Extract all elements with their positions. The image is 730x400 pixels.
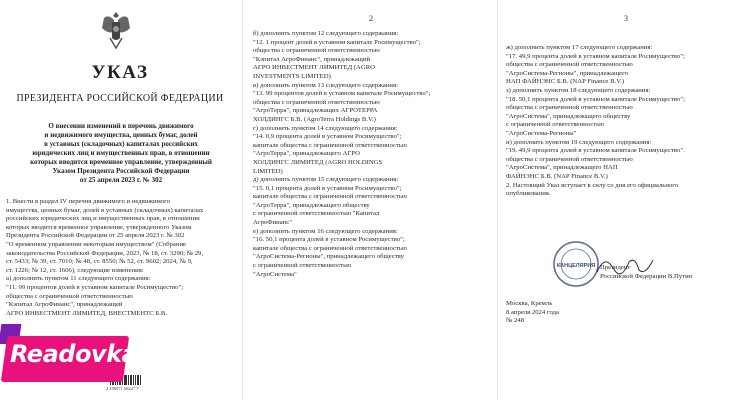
document-page-2	[245, 0, 495, 400]
document-page-3	[500, 0, 730, 400]
page-number: 2	[369, 14, 373, 23]
place-and-date: Москва, Кремль 8 апреля 2024 года № 248	[506, 300, 560, 325]
decree-heading: О внесении изменений в перечень движимого и недвижимого имущества, ценных бумаг, долей в уставных (складочных) капиталах российских юридических лиц и имущественных прав, в отношении которых вводится временное управление, утвержденный Указом Президента Российской Федерации от 25 апреля 2023 г. № 302	[30, 122, 212, 184]
decree-body-page-2: б) дополнить пунктом 12 следующего содержания: "12. 1 процент долей в уставном капитале Росимущество"; общества с ограниченной ответственностью "Кэпитал АгроФинанс", принадлежащий АГРО ИНВЕСТМЕНТ ЛИМИТЕД (AGRO INVESTMENTS LIMITED) в) дополнить пунктом 13 следующего содержания: "13. 99 процентов долей в уставном капитале Росимущество"; общества с ограниченной ответственностью "АгроТерра", принадлежащих АГРОТЕРРА ХОЛДИНГС Б.В. (AgroTerra Holdings B.V.) г) дополнить пунктом 14 следующего содержания: "14. 0,9 процента долей в уставном Росимущество"; капитале общества с ограниченной ответственностью "АгроТерра", принадлежащего АГРО ХОЛДИНГС ЛИМИТЕД (AGRO HOLDINGS LIMITED) д) дополнить пунктом 15 следующего содержания: "15. 0,1 процента долей в уставном Росимущество"; капитале общества с ограниченной ответственностью "АгроТерра", принадлежащего обществу с ограниченной ответственностью "Капитал АгроФинанс" е) дополнить пунктом 16 следующего содержания: "16. 50,1 процента долей в уставном Росимущество"; капитале общества с ограниченной ответственностью "АгроСистема-Регионы", принадлежащего обществу с ограниченной ответственностью "АгроСистема"	[253, 30, 431, 278]
readovka-logo-text: Readovka	[10, 340, 138, 368]
decree-title: УКАЗ	[91, 62, 149, 83]
signature-block: Президент Российской Федерации В.Путин	[600, 264, 693, 280]
page-divider	[242, 0, 243, 400]
page-divider	[497, 0, 498, 400]
barcode-number: 2 100071 68427 7	[106, 386, 139, 391]
stamp-text: КАНЦЕЛЯРИЯ	[556, 263, 596, 269]
decree-body-page-3: ж) дополнить пунктом 17 следующего содержания: "17. 49,9 процента долей в уставном капитале Росимущество"; общества с ограниченной ответственностью "АгроСистема-Регионы", принадлежащего НАП ФАЙНЭНС Б.В. (NAP Finance B.V.) з) дополнить пунктом 18 следующего содержания: "18. 50,1 процента долей в уставном капитале Росимущество"; общества с ограниченной ответственностью "АгроСистема", принадлежащего обществу с ограниченной ответственностью "АгроСистема-Регионы" и) дополнить пунктом 19 следующего содержания: "19. 49,9 процента долей в уставном капитале Росимущество". общества с ограниченной ответственностью "АгроСистема", принадлежащего НАП ФАЙНЭНС Б.В. (NAP Finance B.V.) 2. Настоящий Указ вступает в силу со дня его официального опубликования.	[506, 44, 685, 198]
coat-of-arms-emblem-icon	[96, 8, 136, 52]
decree-body-page-1: 1. Внести в раздел IV перечня движимого и недвижимого имущества, ценных бумаг, долей в уставных (складочных) капиталах российских юридических лиц и имущественных прав, в отношении которых вводится временное управление, утвержденного Указом Президента Российской Федерации от 25 апреля 2023 г. № 302 "О временном управлении некоторым имуществом" (Собрание законодательства Российской Федерации, 2023, № 18, ст. 3290; № 29, ст. 5433; № 39, ст. 7010; № 48, ст. 8550; № 52, ст. 9602; 2024, № 9, ст. 1226; № 12, ст. 1606), следующие изменения: а) дополнить пунктом 11 следующего содержания: "11. 99 процентов долей в уставном капитале Росимущество"; общества с ограниченной ответственностью "Кэпитал АгроФинанс", принадлежащей АГРО ИНВЕСТМЕНТ ЛИМИТЕД, ВНЕСТМЕНТС Б.В.	[6, 198, 204, 317]
decree-subtitle: ПРЕЗИДЕНТА РОССИЙСКОЙ ФЕДЕРАЦИИ	[16, 93, 224, 104]
page-number: 3	[624, 14, 628, 23]
chancellery-stamp-icon	[552, 240, 600, 288]
